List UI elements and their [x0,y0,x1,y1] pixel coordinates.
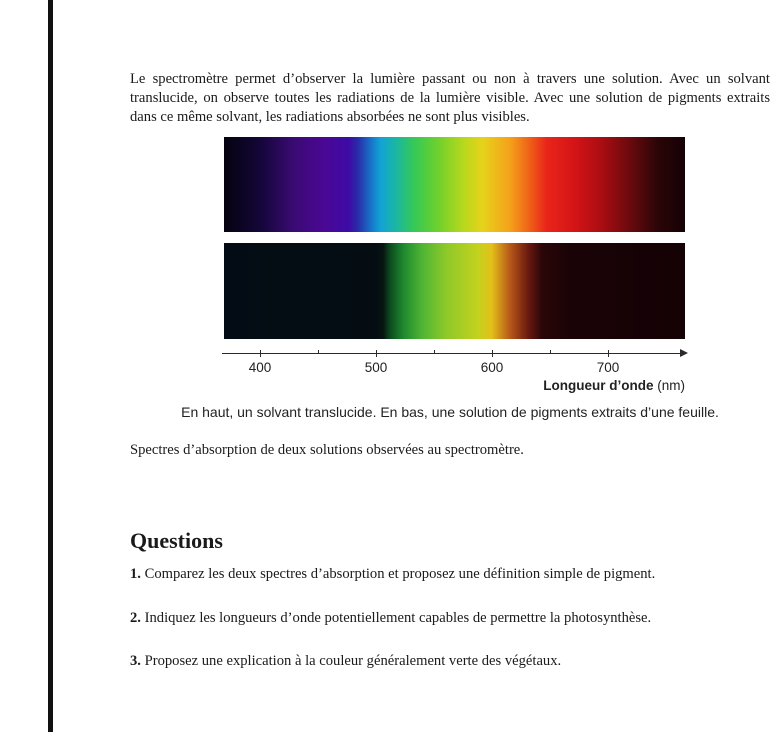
axis-title [480,378,685,393]
spectrum-pigment-solution [224,243,685,339]
question-text: Proposez une explication à la couleur généralement verte des végétaux. [144,653,562,669]
question-item [130,610,770,627]
axis-title-unit: (nm) [657,378,685,393]
intro-paragraph: Le spectromètre permet d’observer la lumière passant ou non à travers une solution. Avec un solvant translucide, on observe toutes les radiations de la lumière visible. Avec une solution de pigments extraits dans ce même solvant, les radiations absorbées ne sont plus visibles. [130,71,770,125]
axis-minor-tick [318,350,319,354]
axis-minor-tick [550,350,551,354]
question-text: Comparez les deux spectres d’absorption et proposez une définition simple de pigment. [144,566,656,582]
axis-minor-tick [434,350,435,354]
questions-heading: Questions [130,528,223,553]
axis-tick [608,350,609,357]
wavelength-axis [222,353,684,354]
axis-tick-label: 600 [480,360,504,375]
spectrum-separator [224,232,685,243]
axis-tick-label: 700 [596,360,620,375]
axis-tick-label: 500 [364,360,388,375]
axis-arrow-icon [680,349,688,357]
axis-tick [260,350,261,357]
axis-tick [492,350,493,357]
page-left-border [48,0,53,732]
figure-title: Spectres d’absorption de deux solutions observées au spectromètre. [130,442,524,458]
question-number: 2. [130,610,141,626]
axis-tick-label: 400 [248,360,272,375]
figure-caption: En haut, un solvant translucide. En bas, une solution de pigments extraits d’une feuille. [181,404,719,420]
axis-tick [376,350,377,357]
question-text: Indiquez les longueurs d’onde potentiellement capables de permettre la photosynthèse. [144,610,652,626]
question-item [130,653,770,670]
question-item [130,566,770,583]
axis-title-label: Longueur d’onde [543,378,654,393]
question-number: 3. [130,653,141,669]
spectrum-translucent-solvent [224,137,685,232]
question-number: 1. [130,566,141,582]
